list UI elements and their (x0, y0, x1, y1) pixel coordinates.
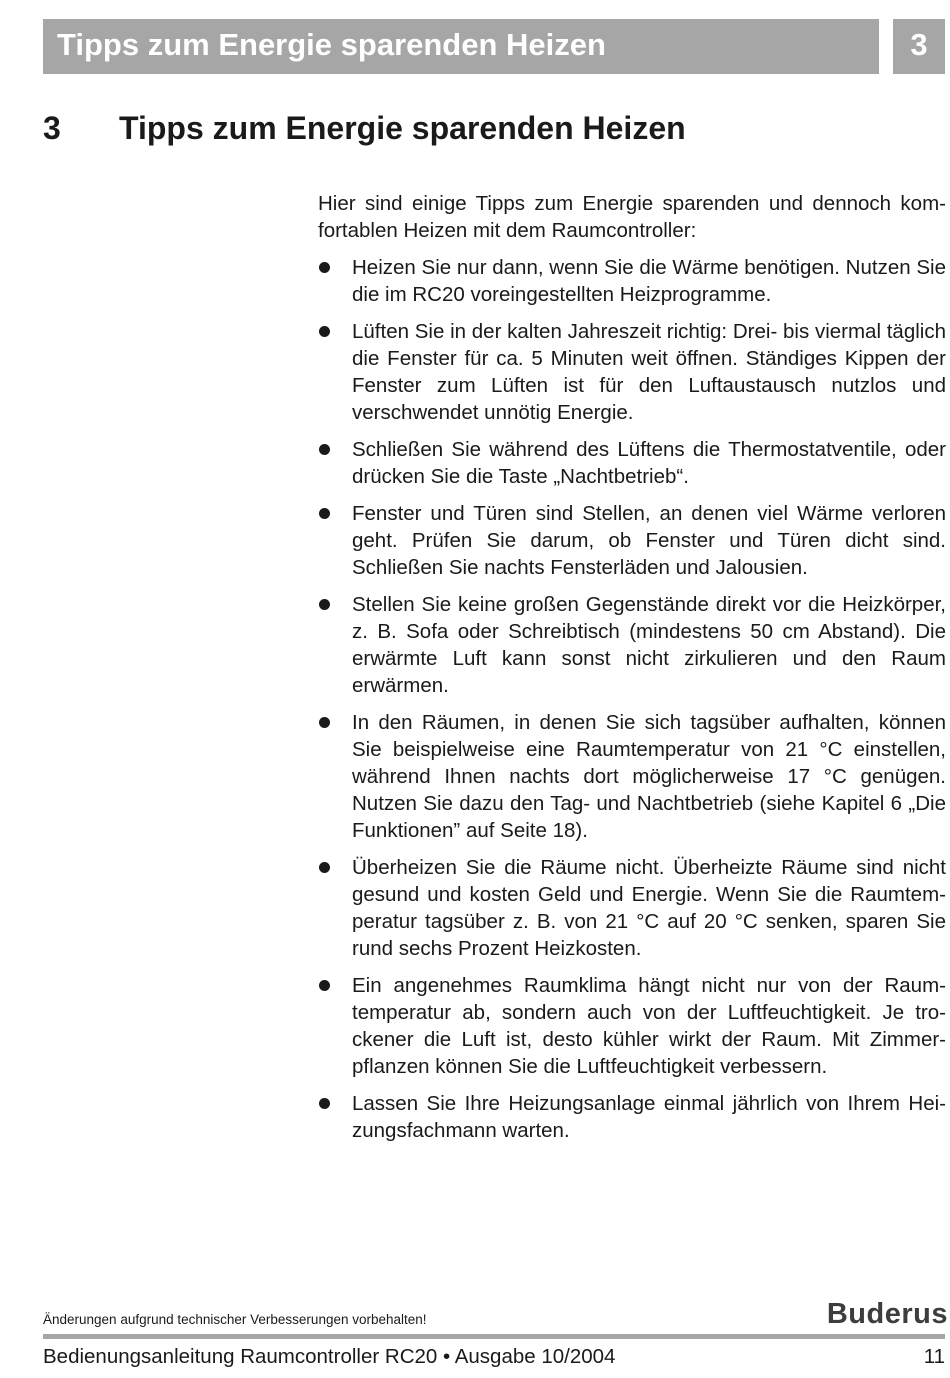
bullet-icon (319, 599, 330, 610)
footer-document-title: Bedienungsanleitung Raumcontroller RC20 • Ausgabe 10/2004 (43, 1345, 616, 1368)
tip-text: In den Räumen, in denen Sie sich tagsüber aufhalten, können Sie beispielweise eine Raumtemperatur von 21 °C einstellen, während Ihnen nachts dort möglicherweise 17 °C genügen. Nutzen Sie dazu den Tag- und Nachtbetrieb (siehe Kapitel 6 „Die Funktionen” auf Seite 18). (352, 711, 946, 842)
bullet-icon (319, 508, 330, 519)
bullet-icon (319, 444, 330, 455)
list-item (318, 854, 946, 962)
list-item (318, 500, 946, 581)
main-content (318, 190, 946, 1154)
header-bar (43, 19, 879, 74)
list-item (318, 254, 946, 308)
header-chapter-number: 3 (910, 27, 928, 62)
tip-text: Ein angenehmes Raumklima hängt nicht nur von der Raumtemperatur ab, sondern auch von der Luftfeuchtigkeit. Je trockener die Luft ist, desto kühler wirkt der Raum. Mit Zimmerpflanzen können Sie die Luftfeuchtigkeit verbessern. (352, 974, 946, 1078)
tips-list (318, 254, 946, 1144)
list-item (318, 1090, 946, 1144)
page-number: 11 (923, 1345, 945, 1368)
list-item (318, 318, 946, 426)
tip-text: Schließen Sie während des Lüftens die Thermostatventile, oder drücken Sie die Taste „Nachtbetrieb“. (352, 438, 946, 488)
bullet-icon (319, 980, 330, 991)
tip-text: Überheizen Sie die Räume nicht. Überheizte Räume sind nicht gesund und kosten Geld und Energie. Wenn Sie die Raumtemperatur tagsüber z. B. von 21 °C auf 20 °C senken, sparen Sie rund sechs Prozent Heizkosten. (352, 856, 946, 960)
tip-text: Lüften Sie in der kalten Jahreszeit richtig: Drei- bis viermal täglich die Fenster für ca. 5 Minuten weit öffnen. Ständiges Kippen der Fenster zum Lüften ist für den Luftaustausch nutzlos und verschwendet unnötig Energie. (352, 320, 946, 424)
list-item (318, 436, 946, 490)
intro-paragraph: Hier sind einige Tipps zum Energie sparenden und dennoch komfortablen Heizen mit dem Raumcontroller: (318, 192, 946, 242)
tip-text: Fenster und Türen sind Stellen, an denen viel Wärme verloren geht. Prüfen Sie darum, ob Fenster und Türen dicht sind. Schließen Sie nachts Fensterläden und Jalousien. (352, 502, 946, 579)
list-item (318, 972, 946, 1080)
bullet-icon (319, 862, 330, 873)
bullet-icon (319, 717, 330, 728)
header-chapter-box (893, 19, 945, 74)
footer-divider (43, 1334, 945, 1339)
chapter-title: Tipps zum Energie sparenden Heizen (119, 110, 686, 146)
tip-text: Lassen Sie Ihre Heizungsanlage einmal jährlich von Ihrem Heizungsfachmann warten. (352, 1092, 946, 1142)
tip-text: Heizen Sie nur dann, wenn Sie die Wärme benötigen. Nutzen Sie die im RC20 voreingestellten Heizprogramme. (352, 256, 946, 306)
buderus-logo: Buderus (826, 1298, 948, 1330)
chapter-heading (43, 108, 923, 148)
list-item (318, 709, 946, 844)
bullet-icon (319, 262, 330, 273)
header-title: Tipps zum Energie sparenden Heizen (57, 27, 606, 62)
footer-disclaimer: Änderungen aufgrund technischer Verbesserungen vorbehalten! (43, 1312, 427, 1327)
tip-text: Stellen Sie keine großen Gegenstände direkt vor die Heizkörper, z. B. Sofa oder Schreibtisch (mindestens 50 cm Abstand). Die erwärmte Luft kann sonst nicht zirkulieren und den Raum erwärmen. (352, 593, 946, 697)
chapter-number: 3 (43, 110, 61, 146)
list-item (318, 591, 946, 699)
bullet-icon (319, 1098, 330, 1109)
bullet-icon (319, 326, 330, 337)
